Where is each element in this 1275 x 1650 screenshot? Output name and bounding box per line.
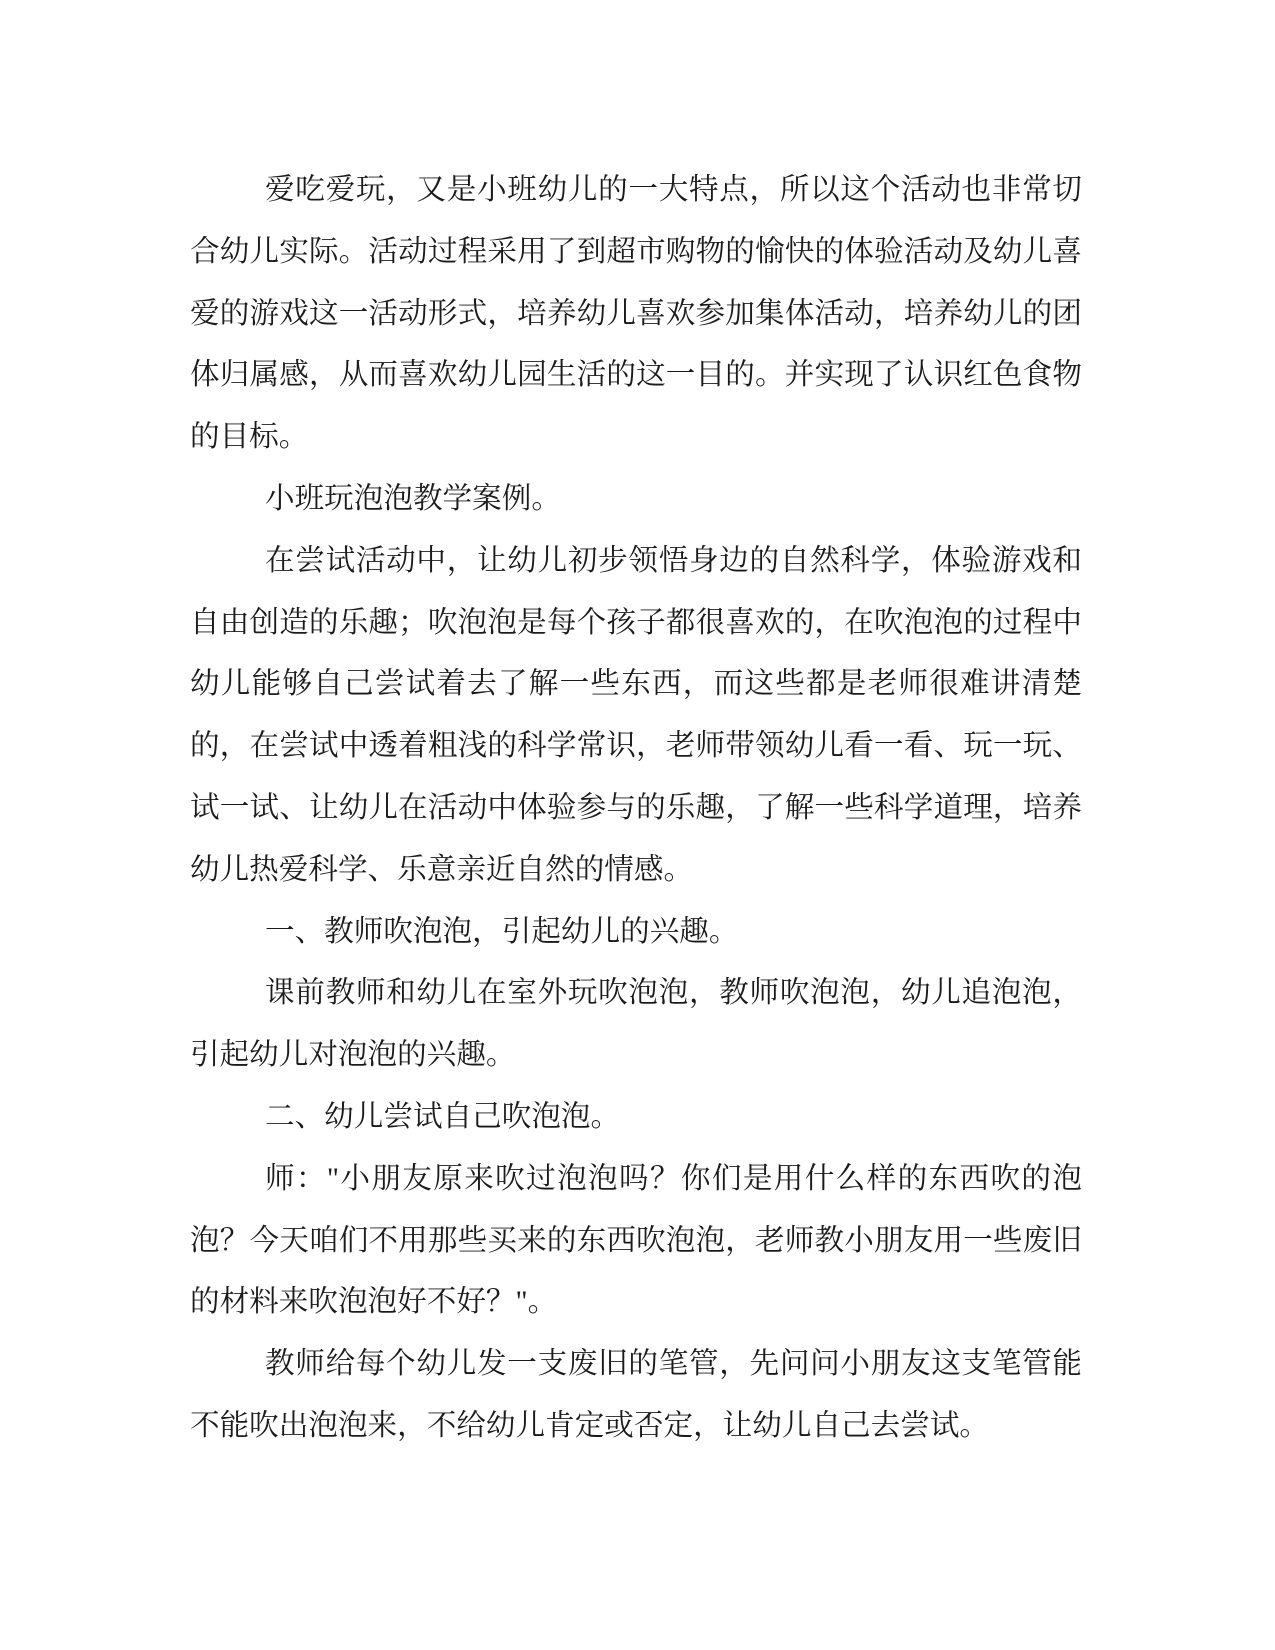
paragraph: 爱吃爱玩，又是小班幼儿的一大特点，所以这个活动也非常切合幼儿实际。活动过程采用了到超市购物的愉快的体验活动及幼儿喜爱的游戏这一活动形式，培养幼儿喜欢参加集体活动，培养幼儿的团体归属感，从而喜欢幼儿园生活的这一目的。并实现了认识红色食物的目标。	[190, 174, 1082, 454]
paragraph: 课前教师和幼儿在室外玩吹泡泡，教师吹泡泡，幼儿追泡泡，引起幼儿对泡泡的兴趣。	[190, 977, 1082, 1072]
document-text-block	[190, 160, 1082, 1458]
paragraph: 一、教师吹泡泡，引起幼儿的兴趣。	[265, 915, 739, 948]
paragraph: 教师给每个幼儿发一支废旧的笔管，先问问小朋友这支笔管能不能吹出泡泡来，不给幼儿肯定或否定，让幼儿自己去尝试。	[190, 1348, 1082, 1442]
paragraph: 小班玩泡泡教学案例。	[265, 482, 561, 515]
paragraph: 师："小朋友原来吹过泡泡吗？你们是用什么样的东西吹的泡泡？今天咱们不用那些买来的东西吹泡泡，老师教小朋友用一些废旧的材料来吹泡泡好不好？"。	[190, 1162, 1082, 1319]
paragraph: 二、幼儿尝试自己吹泡泡。	[265, 1100, 621, 1133]
paragraph: 在尝试活动中，让幼儿初步领悟身边的自然科学，体验游戏和自由创造的乐趣；吹泡泡是每个孩子都很喜欢的，在吹泡泡的过程中幼儿能够自己尝试着去了解一些东西，而这些都是老师很难讲清楚的，在尝试中透着粗浅的科学常识，老师带领幼儿看一看、玩一玩、试一试、让幼儿在活动中体验参与的乐趣，了解一些科学道理，培养幼儿热爱科学、乐意亲近自然的情感。	[190, 544, 1082, 886]
